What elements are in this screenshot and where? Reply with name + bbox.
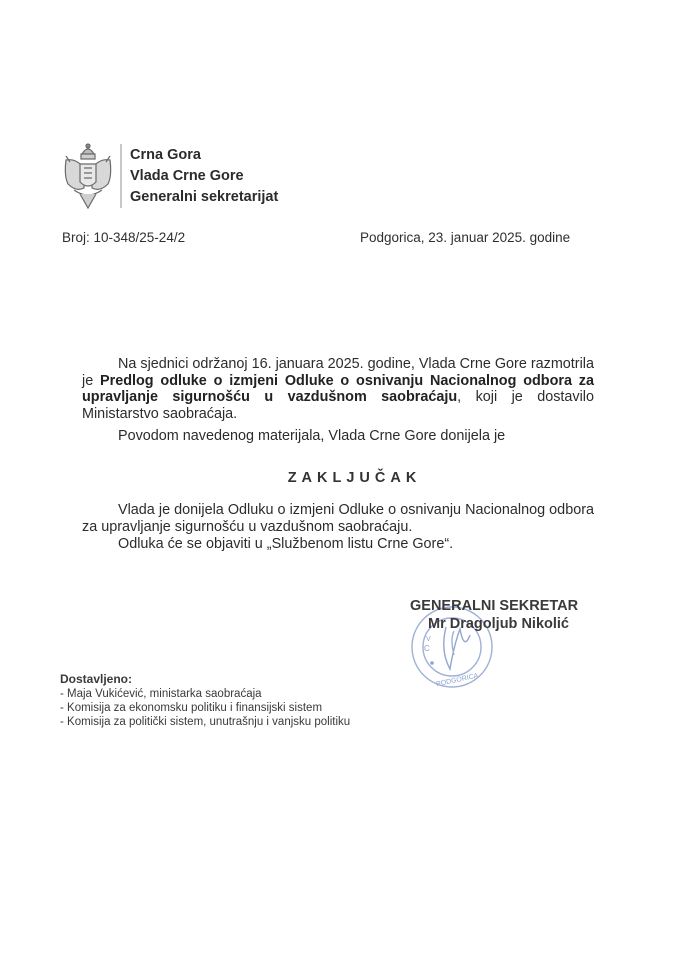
place-date: Podgorica, 23. januar 2025. godine xyxy=(360,230,571,245)
conclusion-title: ZAKLJUČAK xyxy=(287,470,422,486)
paragraph-1 xyxy=(82,356,594,422)
distribution-item: - Komisija za ekonomsku politiku i finansijski sistem xyxy=(60,702,323,714)
coat-of-arms-icon xyxy=(62,142,114,210)
header-country: Crna Gora xyxy=(130,147,201,163)
svg-text:V: V xyxy=(426,636,431,643)
distribution-heading: Dostavljeno: xyxy=(60,672,133,686)
svg-text:PODGORICA: PODGORICA xyxy=(435,672,480,689)
paragraph-3: Vlada je donijela Odluku o izmjeni Odluke o osnivanju Nacionalnog odbora za upravljanje sigurnošću u vazdušnom saobraćaju. xyxy=(82,502,594,535)
svg-text:C: C xyxy=(424,644,430,653)
header-secretariat: Generalni sekretarijat xyxy=(130,189,279,205)
paragraph-4: Odluka će se objaviti u „Službenom listu Crne Gore“. xyxy=(118,536,454,552)
p1-text-b: , koji je dostavilo Ministarstvo saobraćaja. xyxy=(82,389,594,422)
p1-bold-subject: Predlog odluke o izmjeni Odluke o osnivanju Nacionalnog odbora za upravljanje sigurnošću u vazdušnom saobraćaju xyxy=(82,372,594,405)
distribution-item: - Maja Vukićević, ministarka saobraćaja xyxy=(60,688,262,700)
document-number: Broj: 10-348/25-24/2 xyxy=(62,230,186,245)
paragraph-2: Povodom navedenog materijala, Vlada Crne Gore donijela je xyxy=(118,428,506,444)
header-government: Vlada Crne Gore xyxy=(130,168,244,184)
signatory-role: GENERALNI SEKRETAR xyxy=(410,598,579,614)
signatory-name: Mr Dragoljub Nikolić xyxy=(428,616,569,632)
distribution-item: - Komisija za politički sistem, unutrašnju i vanjsku politiku xyxy=(60,716,351,728)
header-divider xyxy=(120,144,122,208)
p1-text-a: Na sjednici održanoj 16. januara 2025. godine, Vlada Crne Gore razmotrila je xyxy=(82,356,594,389)
